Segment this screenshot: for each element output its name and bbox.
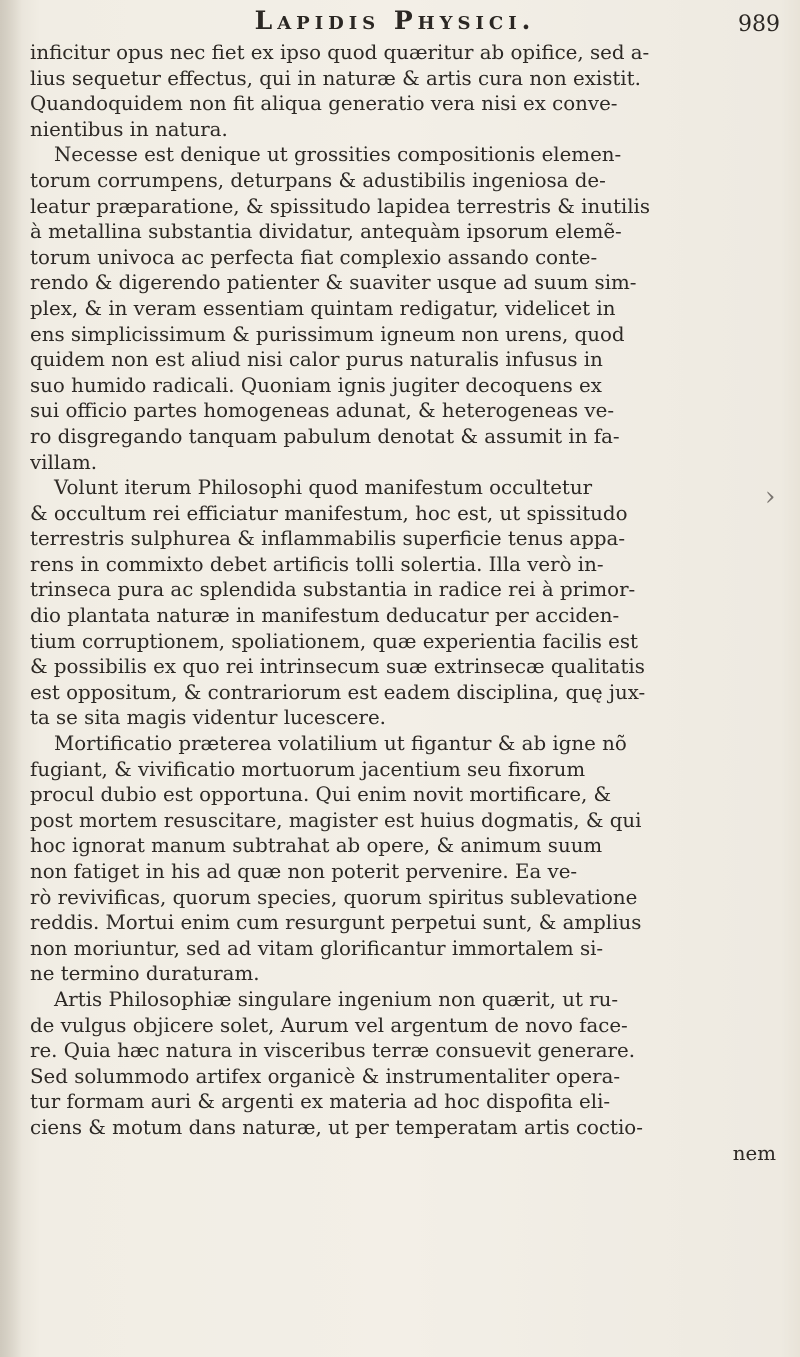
text-line: lius sequetur effectus, qui in naturæ & artis cura non existit. [30, 66, 641, 90]
text-line: ne termino duraturam. [30, 962, 260, 986]
text-line: dio plantata naturæ in manifestum deducatur per acciden- [30, 604, 620, 628]
text-line: ro disgregando tanquam pabulum denotat & assumit in fa- [30, 424, 620, 448]
text-line: & possibilis ex quo rei intrinsecum suæ extrinsecæ qualitatis [30, 655, 645, 679]
text-line: & occultum rei efficiatur manifestum, hoc est, ut spissitudo [30, 501, 628, 525]
page-header [0, 0, 800, 44]
text-line: est oppositum, & contrariorum est eadem disciplina, quę jux- [30, 680, 646, 704]
text-line: ta se sita magis videntur lucescere. [30, 706, 386, 730]
text-line: torum corrumpens, deturpans & adustibilis ingeniosa de- [30, 168, 606, 192]
text-line: trinseca pura ac splendida substantia in radice rei à primor- [30, 578, 636, 602]
text-line: re. Quia hæc natura in visceribus terræ consuevit generare. [30, 1039, 636, 1063]
text-line: ens simplicissimum & purissimum igneum non urens, quod [30, 322, 625, 346]
text-line: post mortem resuscitare, magister est huius dogmatis, & qui [30, 808, 642, 832]
text-line: rens in commixto debet artificis tolli solertia. Illa verò in- [30, 552, 604, 576]
text-line: ciens & motum dans naturæ, ut per temperatam artis coctio- [30, 1115, 643, 1139]
text-line: Quandoquidem non fit aliqua generatio vera nisi ex conve- [30, 92, 618, 116]
text-line: sui officio partes homogeneas adunat, & heterogeneas ve- [30, 399, 615, 423]
text-line: à metallina substantia dividatur, antequàm ipsorum elemẽ- [30, 220, 622, 244]
text-line: rendo & digerendo patienter & suaviter usque ad suum sim- [30, 271, 637, 295]
text-line: non moriuntur, sed ad vitam glorificantur immortalem si- [30, 936, 604, 960]
text-line: inficitur opus nec fiet ex ipso quod quæritur ab opifice, sed a- [30, 41, 650, 64]
text-line: plex, & in veram essentiam quintam redigatur, videlicet in [30, 296, 616, 320]
text-line: fugiant, & vivificatio mortuorum jacentium seu fixorum [30, 757, 586, 781]
text-line: non fatiget in his ad quæ non poterit pervenire. Ea ve- [30, 860, 578, 883]
text-line: Artis Philosophiæ singulare ingenium non quærit, ut ru- [54, 987, 619, 1011]
body-text [30, 40, 786, 1166]
text-line: tur formam auri & argenti ex materia ad hoc dispofita eli- [30, 1090, 611, 1114]
catchword: nem [732, 1141, 776, 1165]
text-line: procul dubio est opportuna. Qui enim novit mortificare, & [30, 783, 612, 807]
text-line: Sed solummodo artifex organicè & instrumentaliter opera- [30, 1064, 621, 1088]
text-line: terrestris sulphurea & inflammabilis superficie tenus appa- [30, 527, 626, 551]
text-line: Necesse est denique ut grossities compositionis elemen- [54, 143, 622, 167]
text-line: Mortificatio præterea volatilium ut figantur & ab igne nõ [54, 732, 627, 756]
page-number: 989 [738, 12, 780, 37]
text-line: tium corruptionem, spoliationem, quæ experientia facilis est [30, 629, 638, 653]
text-line: suo humido radicali. Quoniam ignis jugiter decoquens ex [30, 373, 602, 397]
text-line: Volunt iterum Philosophi quod manifestum occultetur [54, 476, 593, 500]
page-gutter [0, 0, 22, 1357]
margin-mark: › [765, 482, 776, 512]
text-line: reddis. Mortui enim cum resurgunt perpetui sunt, & amplius [30, 911, 642, 935]
text-line: quidem non est aliud nisi calor purus naturalis infusus in [30, 348, 603, 372]
text-line: leatur præparatione, & spissitudo lapidea terrestris & inutilis [30, 194, 651, 218]
running-head: Lapidis Physici. [254, 6, 536, 35]
text-line: villam. [30, 450, 97, 474]
text-line: rò revivificas, quorum species, quorum spiritus sublevatione [30, 885, 638, 909]
text-line: hoc ignorat manum subtrahat ab opere, & animum suum [30, 834, 603, 858]
text-line: nientibus in natura. [30, 117, 228, 141]
text-line: de vulgus objicere solet, Aurum vel argentum de novo face- [30, 1013, 628, 1037]
text-line: torum univoca ac perfecta fiat complexio assando conte- [30, 245, 598, 269]
